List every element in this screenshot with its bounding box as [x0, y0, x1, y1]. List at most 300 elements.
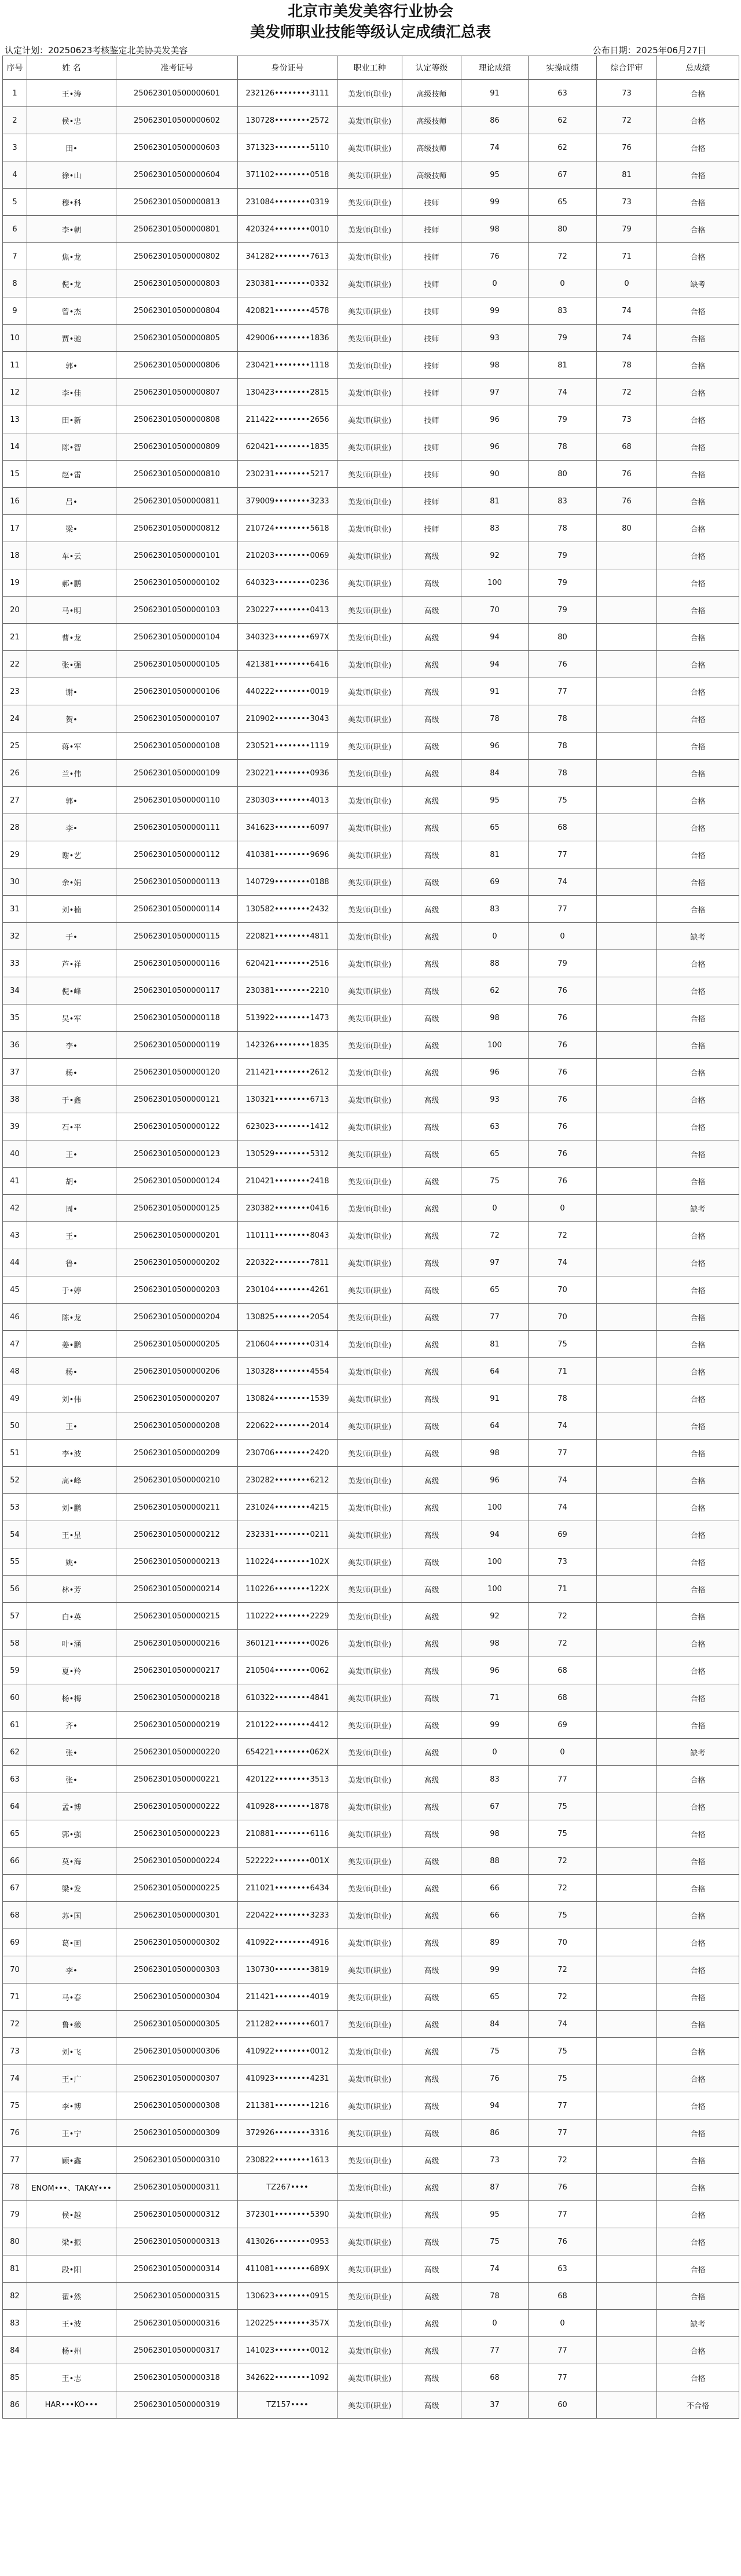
table-row	[3, 1331, 739, 1358]
col-exam-id-cell: 250623010500000214	[116, 1576, 238, 1603]
col-occupation-cell: 美发师(职业)	[338, 1467, 402, 1494]
col-theory-score-cell: 88	[461, 950, 529, 977]
col-id-number-cell: 421381••••••••6416	[238, 651, 338, 678]
col-seq-cell: 36	[3, 1032, 27, 1059]
table-row	[3, 1983, 739, 2011]
col-id-number-cell: 211021••••••••6434	[238, 1875, 338, 1902]
col-occupation-cell: 美发师(职业)	[338, 2201, 402, 2228]
col-practical-score-cell: 75	[529, 1820, 597, 1848]
col-occupation-cell: 美发师(职业)	[338, 1848, 402, 1875]
col-exam-id-cell: 250623010500000116	[116, 950, 238, 977]
col-review-score-cell	[597, 1140, 657, 1168]
col-review-score-cell	[597, 1086, 657, 1113]
col-name-cell: 贺•	[27, 705, 116, 733]
col-theory-score-cell: 89	[461, 1929, 529, 1956]
col-seq-cell: 63	[3, 1766, 27, 1793]
col-total-result-cell: 合格	[657, 2119, 739, 2147]
col-id-number-cell: 429006••••••••1836	[238, 325, 338, 352]
col-occupation-cell: 美发师(职业)	[338, 2119, 402, 2147]
col-theory-score-cell: 99	[461, 297, 529, 325]
col-seq-cell: 41	[3, 1168, 27, 1195]
col-theory-score-cell: 0	[461, 1739, 529, 1766]
col-level-cell: 高级	[402, 1385, 461, 1412]
col-review-score-cell	[597, 950, 657, 977]
col-level-cell: 高级	[402, 1848, 461, 1875]
col-occupation-cell: 美发师(职业)	[338, 1494, 402, 1521]
col-occupation-cell: 美发师(职业)	[338, 1304, 402, 1331]
col-exam-id-cell: 250623010500000311	[116, 2174, 238, 2201]
col-occupation-cell: 美发师(职业)	[338, 2391, 402, 2419]
table-row	[3, 2038, 739, 2065]
col-id-number-cell: 230706••••••••2420	[238, 1440, 338, 1467]
col-exam-id-cell: 250623010500000806	[116, 352, 238, 379]
col-exam-id-cell: 250623010500000812	[116, 515, 238, 542]
col-total-result-cell: 合格	[657, 379, 739, 406]
col-level-cell: 高级	[402, 2391, 461, 2419]
col-name-cell: 杨•州	[27, 2337, 116, 2364]
col-name-cell: 王•广	[27, 2065, 116, 2092]
table-row	[3, 1440, 739, 1467]
col-level-cell: 高级	[402, 1467, 461, 1494]
table-row	[3, 1548, 739, 1576]
col-practical-score-cell: 79	[529, 950, 597, 977]
col-id-number-cell: 211421••••••••2612	[238, 1059, 338, 1086]
table-row	[3, 216, 739, 243]
col-practical-score-cell: 74	[529, 1494, 597, 1521]
col-level-cell: 高级	[402, 1902, 461, 1929]
col-practical-score-cell: 75	[529, 787, 597, 814]
col-name-cell: 马•春	[27, 1983, 116, 2011]
col-name-cell: 蒋•军	[27, 733, 116, 760]
col-seq-cell: 54	[3, 1521, 27, 1548]
col-id-number-cell: 130328••••••••4554	[238, 1358, 338, 1385]
table-row	[3, 406, 739, 433]
col-level-cell: 高级	[402, 2038, 461, 2065]
table-row	[3, 107, 739, 134]
col-practical-score-cell: 76	[529, 1168, 597, 1195]
col-seq-cell: 84	[3, 2337, 27, 2364]
col-practical-score-cell: 78	[529, 733, 597, 760]
col-occupation-cell: 美发师(职业)	[338, 2310, 402, 2337]
col-level-cell: 高级	[402, 1657, 461, 1684]
table-row	[3, 1576, 739, 1603]
col-exam-id-cell: 250623010500000601	[116, 80, 238, 107]
col-practical-score-cell: 78	[529, 760, 597, 787]
table-row	[3, 80, 739, 107]
col-review-score-cell: 81	[597, 161, 657, 189]
col-practical-score-header: 实操成绩	[529, 56, 597, 80]
col-exam-id-cell: 250623010500000802	[116, 243, 238, 270]
col-name-cell: 谢•	[27, 678, 116, 705]
col-practical-score-cell: 72	[529, 1222, 597, 1249]
col-name-cell: 林•芳	[27, 1576, 116, 1603]
col-id-number-cell: 610322••••••••4841	[238, 1684, 338, 1712]
col-id-number-cell: 130824••••••••1539	[238, 1385, 338, 1412]
col-theory-score-cell: 76	[461, 2065, 529, 2092]
col-review-score-cell	[597, 2391, 657, 2419]
col-theory-score-header: 理论成绩	[461, 56, 529, 80]
col-id-number-cell: 371323••••••••5110	[238, 134, 338, 161]
col-theory-score-cell: 37	[461, 2391, 529, 2419]
col-id-number-cell: 372301••••••••5390	[238, 2201, 338, 2228]
col-name-cell: 李•博	[27, 2092, 116, 2119]
col-name-cell: 田•	[27, 134, 116, 161]
col-name-cell: 郭•	[27, 352, 116, 379]
col-seq-cell: 67	[3, 1875, 27, 1902]
col-level-cell: 高级	[402, 1739, 461, 1766]
col-total-result-cell: 合格	[657, 1603, 739, 1630]
col-seq-cell: 58	[3, 1630, 27, 1657]
col-theory-score-cell: 93	[461, 1086, 529, 1113]
col-name-cell: 陈•龙	[27, 1304, 116, 1331]
table-row	[3, 134, 739, 161]
col-theory-score-cell: 74	[461, 2255, 529, 2283]
col-review-score-cell	[597, 1440, 657, 1467]
col-theory-score-cell: 86	[461, 2119, 529, 2147]
col-practical-score-cell: 76	[529, 1140, 597, 1168]
col-occupation-cell: 美发师(职业)	[338, 2283, 402, 2310]
col-seq-cell: 14	[3, 433, 27, 461]
col-practical-score-cell: 71	[529, 1576, 597, 1603]
col-occupation-cell: 美发师(职业)	[338, 325, 402, 352]
col-review-score-cell	[597, 2065, 657, 2092]
col-name-cell: 李•朝	[27, 216, 116, 243]
col-review-score-cell	[597, 1276, 657, 1304]
col-id-number-cell: 341623••••••••6097	[238, 814, 338, 841]
col-theory-score-cell: 91	[461, 1385, 529, 1412]
col-theory-score-cell: 97	[461, 379, 529, 406]
col-seq-cell: 76	[3, 2119, 27, 2147]
col-theory-score-cell: 69	[461, 869, 529, 896]
col-exam-id-cell: 250623010500000602	[116, 107, 238, 134]
col-total-result-cell: 合格	[657, 624, 739, 651]
col-seq-cell: 77	[3, 2147, 27, 2174]
col-occupation-cell: 美发师(职业)	[338, 216, 402, 243]
table-row	[3, 2310, 739, 2337]
col-practical-score-cell: 74	[529, 1249, 597, 1276]
col-theory-score-cell: 77	[461, 1304, 529, 1331]
col-seq-cell: 70	[3, 1956, 27, 1983]
col-total-result-cell: 合格	[657, 651, 739, 678]
col-practical-score-cell: 75	[529, 1331, 597, 1358]
col-theory-score-cell: 78	[461, 705, 529, 733]
col-total-result-cell: 合格	[657, 869, 739, 896]
col-theory-score-cell: 70	[461, 597, 529, 624]
col-practical-score-cell: 68	[529, 1657, 597, 1684]
col-id-number-cell: 110224••••••••102X	[238, 1548, 338, 1576]
col-total-result-cell: 合格	[657, 1875, 739, 1902]
col-theory-score-cell: 0	[461, 270, 529, 297]
table-row	[3, 379, 739, 406]
col-exam-id-cell: 250623010500000309	[116, 2119, 238, 2147]
col-name-cell: 侯•忠	[27, 107, 116, 134]
col-theory-score-cell: 98	[461, 1630, 529, 1657]
table-row	[3, 243, 739, 270]
col-name-cell: 刘•楠	[27, 896, 116, 923]
col-seq-cell: 81	[3, 2255, 27, 2283]
col-practical-score-cell: 71	[529, 1358, 597, 1385]
col-seq-cell: 16	[3, 488, 27, 515]
col-name-cell: 穆•科	[27, 189, 116, 216]
col-exam-id-cell: 250623010500000112	[116, 841, 238, 869]
col-review-score-cell	[597, 2255, 657, 2283]
col-name-cell: 余•娟	[27, 869, 116, 896]
col-id-number-cell: 210504••••••••0062	[238, 1657, 338, 1684]
col-occupation-cell: 美发师(职业)	[338, 1630, 402, 1657]
col-exam-id-cell: 250623010500000216	[116, 1630, 238, 1657]
col-level-cell: 技师	[402, 243, 461, 270]
col-review-score-cell	[597, 2174, 657, 2201]
col-total-result-cell: 合格	[657, 678, 739, 705]
col-occupation-cell: 美发师(职业)	[338, 134, 402, 161]
col-seq-cell: 56	[3, 1576, 27, 1603]
col-name-cell: 曹•龙	[27, 624, 116, 651]
col-total-result-cell: 合格	[657, 2092, 739, 2119]
table-row	[3, 2391, 739, 2419]
col-level-cell: 高级	[402, 624, 461, 651]
plan-label: 认定计划：20250623考核鉴定北美协美发美容	[5, 45, 188, 56]
table-row	[3, 1032, 739, 1059]
col-id-number-cell: 210881••••••••6116	[238, 1820, 338, 1848]
col-review-score-cell	[597, 2147, 657, 2174]
col-level-cell: 高级	[402, 2201, 461, 2228]
col-occupation-header: 职业工种	[338, 56, 402, 80]
col-occupation-cell: 美发师(职业)	[338, 950, 402, 977]
col-seq-cell: 9	[3, 297, 27, 325]
col-theory-score-cell: 91	[461, 678, 529, 705]
col-name-cell: 李•	[27, 814, 116, 841]
col-theory-score-cell: 92	[461, 1603, 529, 1630]
col-occupation-cell: 美发师(职业)	[338, 297, 402, 325]
col-name-cell: 齐•	[27, 1712, 116, 1739]
col-theory-score-cell: 94	[461, 1521, 529, 1548]
col-total-result-cell: 合格	[657, 1929, 739, 1956]
col-total-result-cell: 合格	[657, 950, 739, 977]
col-occupation-cell: 美发师(职业)	[338, 189, 402, 216]
table-row	[3, 352, 739, 379]
col-total-result-cell: 合格	[657, 161, 739, 189]
table-row	[3, 1630, 739, 1657]
col-id-number-cell: 130728••••••••2572	[238, 107, 338, 134]
col-id-number-cell: 230421••••••••1118	[238, 352, 338, 379]
col-name-cell: 于•鑫	[27, 1086, 116, 1113]
col-review-score-cell: 73	[597, 189, 657, 216]
col-occupation-cell: 美发师(职业)	[338, 1712, 402, 1739]
col-review-score-cell: 76	[597, 488, 657, 515]
col-theory-score-cell: 86	[461, 107, 529, 134]
col-id-number-cell: 420122••••••••3513	[238, 1766, 338, 1793]
col-id-number-cell: 211422••••••••2656	[238, 406, 338, 433]
col-review-score-cell	[597, 1113, 657, 1140]
col-name-cell: 梁•振	[27, 2228, 116, 2255]
col-theory-score-cell: 99	[461, 1712, 529, 1739]
col-id-number-cell: 513922••••••••1473	[238, 1004, 338, 1032]
table-row	[3, 1276, 739, 1304]
col-exam-id-cell: 250623010500000202	[116, 1249, 238, 1276]
col-theory-score-cell: 68	[461, 2364, 529, 2391]
col-practical-score-cell: 77	[529, 2092, 597, 2119]
table-row	[3, 923, 739, 950]
col-practical-score-cell: 63	[529, 2255, 597, 2283]
col-review-score-cell	[597, 896, 657, 923]
col-total-result-cell: 合格	[657, 1902, 739, 1929]
col-practical-score-cell: 69	[529, 1521, 597, 1548]
col-id-number-cell: 110111••••••••8043	[238, 1222, 338, 1249]
col-exam-id-cell: 250623010500000217	[116, 1657, 238, 1684]
col-id-number-cell: 360121••••••••0026	[238, 1630, 338, 1657]
col-theory-score-cell: 97	[461, 1249, 529, 1276]
col-name-cell: 刘•鹏	[27, 1494, 116, 1521]
col-theory-score-cell: 98	[461, 1004, 529, 1032]
col-id-number-cell: 130423••••••••2815	[238, 379, 338, 406]
col-theory-score-cell: 100	[461, 1494, 529, 1521]
table-row	[3, 1249, 739, 1276]
col-level-cell: 高级	[402, 1521, 461, 1548]
col-level-cell: 技师	[402, 515, 461, 542]
col-seq-cell: 2	[3, 107, 27, 134]
col-practical-score-cell: 79	[529, 406, 597, 433]
col-seq-cell: 43	[3, 1222, 27, 1249]
col-name-cell: 贾•驰	[27, 325, 116, 352]
col-review-score-cell	[597, 1004, 657, 1032]
table-row	[3, 1412, 739, 1440]
col-name-cell: 胡•	[27, 1168, 116, 1195]
col-review-score-cell: 72	[597, 379, 657, 406]
col-occupation-cell: 美发师(职业)	[338, 1140, 402, 1168]
col-level-cell: 高级	[402, 651, 461, 678]
col-level-cell: 高级	[402, 1630, 461, 1657]
col-practical-score-cell: 72	[529, 1983, 597, 2011]
col-id-number-cell: 620421••••••••2516	[238, 950, 338, 977]
col-name-cell: 王•	[27, 1140, 116, 1168]
col-level-cell: 高级	[402, 787, 461, 814]
col-level-cell: 高级	[402, 814, 461, 841]
col-total-result-cell: 合格	[657, 705, 739, 733]
table-row	[3, 841, 739, 869]
col-id-number-cell: 230221••••••••0936	[238, 760, 338, 787]
col-occupation-cell: 美发师(职业)	[338, 1412, 402, 1440]
table-row	[3, 1222, 739, 1249]
col-practical-score-cell: 72	[529, 1603, 597, 1630]
col-seq-cell: 59	[3, 1657, 27, 1684]
col-exam-id-cell: 250623010500000106	[116, 678, 238, 705]
col-practical-score-cell: 0	[529, 270, 597, 297]
col-name-cell: 梁•	[27, 515, 116, 542]
col-theory-score-cell: 81	[461, 488, 529, 515]
col-occupation-cell: 美发师(职业)	[338, 733, 402, 760]
col-name-cell: 倪•龙	[27, 270, 116, 297]
col-occupation-cell: 美发师(职业)	[338, 107, 402, 134]
col-theory-score-cell: 83	[461, 896, 529, 923]
col-practical-score-cell: 78	[529, 515, 597, 542]
table-row	[3, 2119, 739, 2147]
col-practical-score-cell: 75	[529, 1793, 597, 1820]
col-name-cell: 王•涛	[27, 80, 116, 107]
col-total-result-cell: 合格	[657, 1032, 739, 1059]
col-total-result-cell: 合格	[657, 1684, 739, 1712]
col-practical-score-cell: 68	[529, 1684, 597, 1712]
col-practical-score-cell: 74	[529, 379, 597, 406]
col-practical-score-cell: 73	[529, 1548, 597, 1576]
table-row	[3, 297, 739, 325]
col-level-cell: 高级	[402, 1412, 461, 1440]
col-level-cell: 高级	[402, 1548, 461, 1576]
col-seq-cell: 64	[3, 1793, 27, 1820]
col-occupation-cell: 美发师(职业)	[338, 1331, 402, 1358]
col-theory-score-cell: 96	[461, 1657, 529, 1684]
col-name-cell: HAR•••KO•••	[27, 2391, 116, 2419]
table-row	[3, 1684, 739, 1712]
col-theory-score-cell: 65	[461, 1276, 529, 1304]
col-level-cell: 高级	[402, 569, 461, 597]
col-seq-cell: 3	[3, 134, 27, 161]
col-total-result-cell: 合格	[657, 1412, 739, 1440]
col-practical-score-cell: 69	[529, 1712, 597, 1739]
col-exam-id-cell: 250623010500000108	[116, 733, 238, 760]
table-row	[3, 651, 739, 678]
col-occupation-cell: 美发师(职业)	[338, 1059, 402, 1086]
col-name-cell: 郝•鹏	[27, 569, 116, 597]
table-row	[3, 1467, 739, 1494]
col-name-cell: 焦•龙	[27, 243, 116, 270]
col-review-score-cell	[597, 1168, 657, 1195]
col-seq-cell: 46	[3, 1304, 27, 1331]
col-seq-cell: 22	[3, 651, 27, 678]
col-occupation-cell: 美发师(职业)	[338, 2065, 402, 2092]
col-theory-score-cell: 99	[461, 1956, 529, 1983]
col-seq-cell: 50	[3, 1412, 27, 1440]
col-occupation-cell: 美发师(职业)	[338, 161, 402, 189]
col-exam-id-cell: 250623010500000803	[116, 270, 238, 297]
col-level-header: 认定等级	[402, 56, 461, 80]
table-row	[3, 950, 739, 977]
col-level-cell: 高级	[402, 2228, 461, 2255]
col-name-cell: 段•阳	[27, 2255, 116, 2283]
col-theory-score-cell: 95	[461, 787, 529, 814]
col-exam-id-cell: 250623010500000804	[116, 297, 238, 325]
table-row	[3, 977, 739, 1004]
col-seq-cell: 72	[3, 2011, 27, 2038]
col-seq-cell: 47	[3, 1331, 27, 1358]
col-total-result-cell: 合格	[657, 297, 739, 325]
col-theory-score-cell: 92	[461, 542, 529, 569]
col-review-score-cell	[597, 1412, 657, 1440]
col-practical-score-cell: 80	[529, 624, 597, 651]
col-exam-id-header: 准考证号	[116, 56, 238, 80]
col-total-result-cell: 合格	[657, 1793, 739, 1820]
col-seq-cell: 31	[3, 896, 27, 923]
col-name-cell: 姜•鹏	[27, 1331, 116, 1358]
col-total-result-cell: 合格	[657, 2174, 739, 2201]
col-seq-cell: 33	[3, 950, 27, 977]
col-name-cell: 李•波	[27, 1440, 116, 1467]
col-practical-score-cell: 79	[529, 325, 597, 352]
col-level-cell: 高级	[402, 1304, 461, 1331]
table-row	[3, 1304, 739, 1331]
table-row	[3, 488, 739, 515]
col-name-cell: 王•	[27, 1412, 116, 1440]
col-total-result-cell: 合格	[657, 352, 739, 379]
col-id-number-cell: 230822••••••••1613	[238, 2147, 338, 2174]
col-seq-cell: 35	[3, 1004, 27, 1032]
col-total-result-cell: 缺考	[657, 270, 739, 297]
col-name-cell: 顾•鑫	[27, 2147, 116, 2174]
col-theory-score-cell: 100	[461, 1576, 529, 1603]
col-exam-id-cell: 250623010500000808	[116, 406, 238, 433]
col-seq-cell: 4	[3, 161, 27, 189]
table-row	[3, 1820, 739, 1848]
col-exam-id-cell: 250623010500000122	[116, 1113, 238, 1140]
